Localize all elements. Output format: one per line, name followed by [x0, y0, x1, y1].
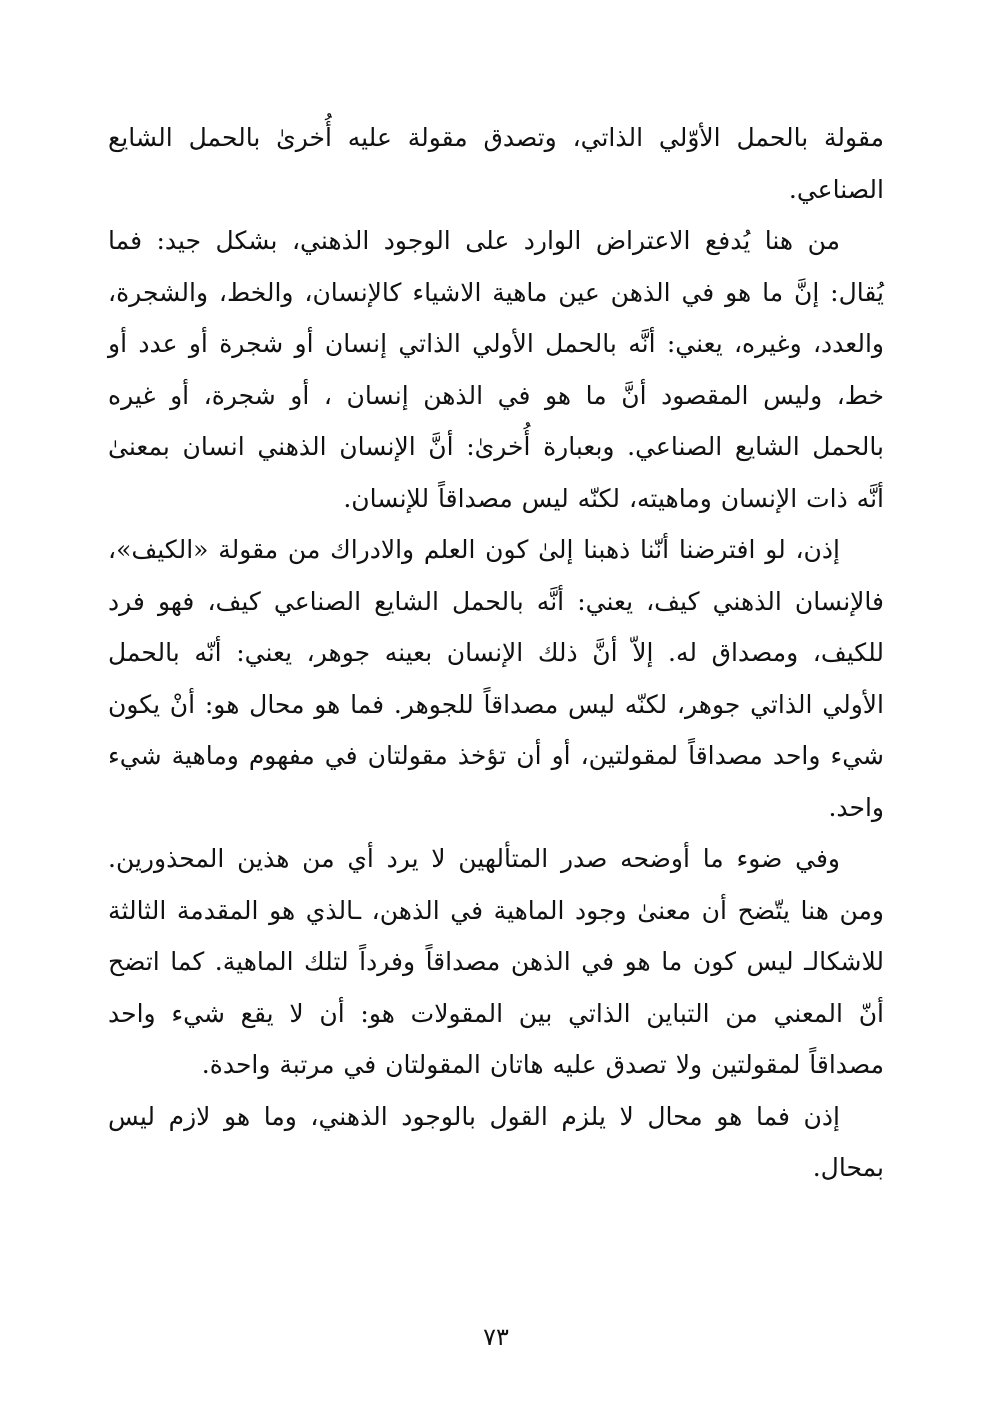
page-number: ٧٣ [483, 1323, 509, 1351]
paragraph-sadr-clarification: وفي ضوء ما أوضحه صدر المتألهين لا يرد أي من هذين المحذورين. ومن هنا يتّضح أن معنىٰ وجود الماهية في الذهن، ـالذي هو المقدمة الثالثة للاشكالـ ليس كون ما هو في الذهن مصداقاً وفرداً لتلك الماهية. كما اتضح أنّ المعني من التباين الذاتي بين المقولات هو: أن لا يقع شيء واحد مصداقاً لمقولتين ولا تصدق عليه هاتان المقولتان في مرتبة واحدة. [108, 844, 884, 1079]
paragraph-conclusion: إذن فما هو محال لا يلزم القول بالوجود الذهني، وما هو لازم ليس بمحال. [108, 1101, 884, 1182]
paragraph-continuation: مقولة بالحمل الأوّلي الذاتي، وتصدق مقولة عليه أُخرىٰ بالحمل الشايع الصناعي. [108, 123, 884, 204]
page-body [108, 112, 884, 1232]
paragraph-objection-response: من هنا يُدفع الاعتراض الوارد على الوجود الذهني، بشكل جيد: فما يُقال: إنَّ ما هو في الذهن عين ماهية الاشياء كالإنسان، والخط، والشجرة، والعدد، وغيره، يعني: أنَّه بالحمل الأولي الذاتي إنسان أو شجرة أو عدد أو خط، وليس المقصود أنَّ ما هو في الذهن إنسان ، أو شجرة، أو غيره بالحمل الشايع الصناعي. وبعبارة أُخرىٰ: أنَّ الإنسان الذهني انسان بمعنىٰ أنَّه ذات الإنسان وماهيته، لكنّه ليس مصداقاً للإنسان. [108, 226, 884, 513]
paragraph-quality-category: إذن، لو افترضنا أنّنا ذهبنا إلىٰ كون العلم والادراك من مقولة «الكيف»، فالإنسان الذهني كيف، يعني: أنَّه بالحمل الشايع الصناعي كيف، فهو فرد للكيف، ومصداق له. إلاّ أنَّ ذلك الإنسان بعينه جوهر، يعني: أنّه بالحمل الأولي الذاتي جوهر، لكنّه ليس مصداقاً للجوهر. فما هو محال هو: أنْ يكون شيء واحد مصداقاً لمقولتين، أو أن تؤخذ مقولتان في مفهوم وماهية شيء واحد. [108, 535, 884, 822]
